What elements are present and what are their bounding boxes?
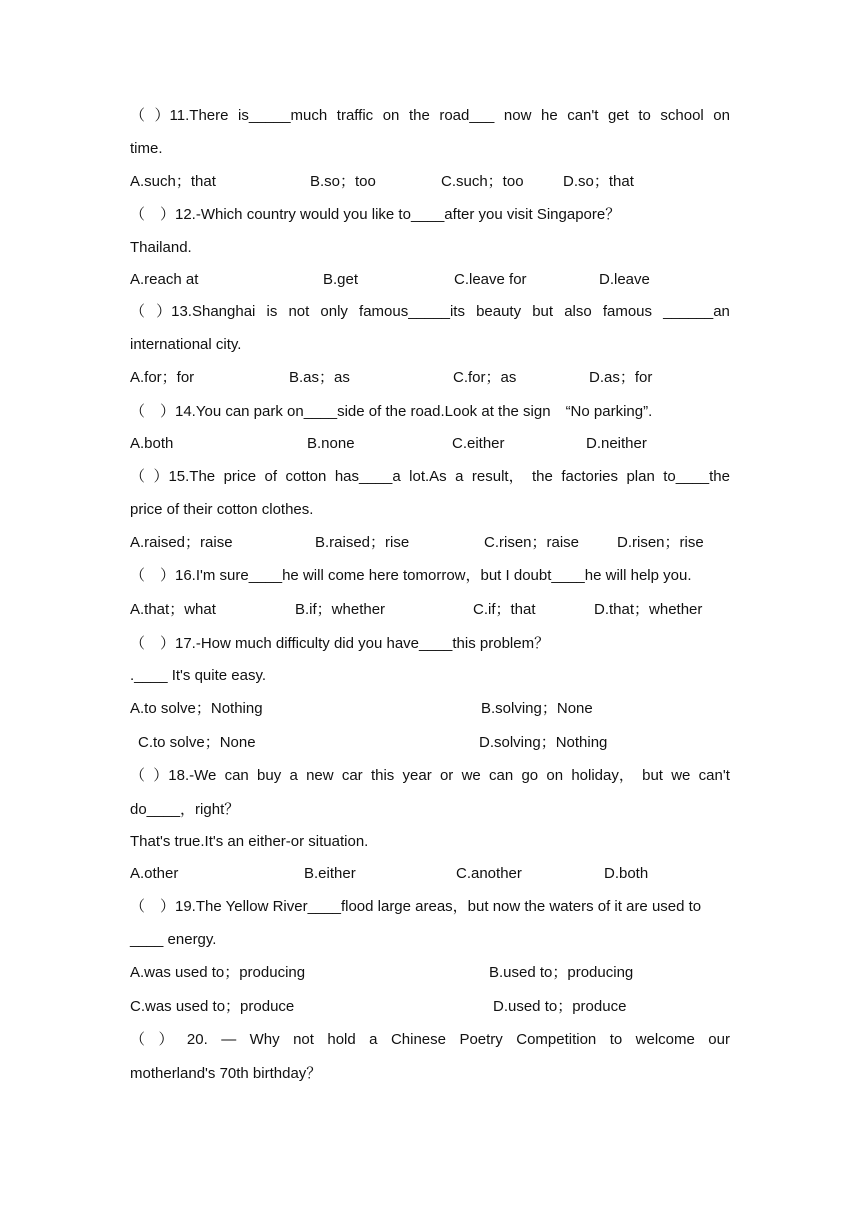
stem-word: road___ [439, 107, 495, 124]
q11-option-a: A.such；that [130, 173, 216, 190]
q14-option-a: A.both [130, 435, 174, 452]
stem-word: （ [130, 303, 146, 320]
q16-option-c: C.if；that [473, 601, 536, 618]
q13-option-a: A.for；for [130, 369, 195, 386]
q15-option-a: A.raised；raise [130, 534, 233, 551]
stem-word: ）13.Shanghai [156, 303, 256, 320]
q16-option-b: B.if；whether [295, 601, 386, 618]
stem-word: not [288, 303, 310, 320]
q17-option-d: D.solving；Nothing [479, 734, 608, 751]
stem-word: he [540, 107, 558, 124]
q17-option-c: C.to solve；None [138, 734, 256, 751]
stem-word: but [532, 303, 554, 320]
stem-word: the [532, 468, 553, 485]
stem-word: hold [327, 1031, 356, 1048]
stem-word: famous_____its [359, 303, 465, 320]
q12-option-b: B.get [323, 271, 359, 288]
stem-word: we [461, 767, 481, 784]
q19-stem: （ ）19.The Yellow River____flood large areas，but now the waters of it are used to [130, 898, 702, 915]
stem-word: can't [698, 767, 730, 784]
stem-word: go [521, 767, 539, 784]
stem-word: or [439, 767, 454, 784]
stem-word: （ [130, 767, 146, 784]
q12-answer-line: Thailand. [130, 239, 192, 256]
stem-word: is_____much [238, 107, 328, 124]
q14-option-b: B.none [307, 435, 355, 452]
q19-stem-cont: ____ energy. [130, 931, 217, 948]
stem-word: to [609, 1031, 623, 1048]
stem-word: Chinese [390, 1031, 446, 1048]
q15-stem [130, 467, 730, 487]
q14-stem: （ ）14.You can park on____side of the road.Look at the sign “No parking”. [130, 403, 653, 420]
q13-stem [130, 302, 730, 322]
q12-option-d: D.leave [599, 271, 650, 288]
q19-option-a: A.was used to；producing [130, 964, 306, 981]
q16-option-d: D.that；whether [594, 601, 703, 618]
stem-word: famous [602, 303, 653, 320]
stem-word: this [370, 767, 395, 784]
stem-word: on [713, 107, 730, 124]
stem-word: can [489, 767, 514, 784]
q17-stem: （ ）17.-How much difficulty did you have____this problem？ [130, 635, 550, 652]
q18-answer-line: That's true.It's an either-or situation. [130, 833, 369, 850]
q15-stem-cont: price of their cotton clothes. [130, 501, 314, 518]
q11-stem [130, 106, 730, 126]
q20-stem [130, 1030, 730, 1050]
stem-word: result， [471, 468, 524, 485]
q11-option-d: D.so；that [563, 173, 634, 190]
q18-option-a: A.other [130, 865, 179, 882]
q18-stem [130, 766, 730, 786]
stem-word: — [221, 1031, 237, 1048]
q13-option-d: D.as；for [589, 369, 653, 386]
q16-stem: （ ）16.I'm sure____he will come here tomorrow，but I doubt____he will help you. [130, 567, 692, 584]
q13-option-c: C.for；as [453, 369, 517, 386]
stem-word: has____a [334, 468, 401, 485]
stem-word: ）18.-We [153, 767, 217, 784]
q18-stem-cont: do____，right？ [130, 801, 240, 818]
stem-word: traffic [336, 107, 374, 124]
stem-word: get [607, 107, 629, 124]
stem-word: lot.As [409, 468, 447, 485]
stem-word: a [455, 468, 464, 485]
q19-option-b: B.used to；producing [489, 964, 634, 981]
q13-stem-cont: international city. [130, 336, 242, 353]
stem-word: （ [130, 1031, 146, 1048]
stem-word: Poetry [459, 1031, 503, 1048]
q17-answer-line: .____ It's quite easy. [130, 667, 267, 684]
stem-word: ） [158, 1031, 174, 1048]
stem-word: of [264, 468, 278, 485]
q12-option-c: C.leave for [454, 271, 527, 288]
stem-word: price [223, 468, 257, 485]
stem-word: not [293, 1031, 314, 1048]
stem-word: plan [626, 468, 655, 485]
q14-option-c: C.either [452, 435, 505, 452]
q11-stem-cont: time. [130, 140, 163, 157]
stem-word: ）11.There [154, 107, 229, 124]
stem-word: on [382, 107, 400, 124]
q17-option-a: A.to solve；Nothing [130, 700, 263, 717]
stem-word: school [660, 107, 704, 124]
stem-word: our [708, 1031, 730, 1048]
stem-word: year [402, 767, 432, 784]
stem-word: new [306, 767, 334, 784]
stem-word: Competition [516, 1031, 597, 1048]
stem-word: holiday， [571, 767, 634, 784]
q11-option-b: B.so；too [310, 173, 376, 190]
q20-stem-cont: motherland's 70th birthday？ [130, 1065, 322, 1082]
stem-word: also [564, 303, 592, 320]
stem-word: we [671, 767, 691, 784]
stem-word: can't [567, 107, 599, 124]
stem-word: can [224, 767, 249, 784]
q11-option-c: C.such；too [441, 173, 524, 190]
q18-option-c: C.another [456, 865, 522, 882]
stem-word: only [320, 303, 348, 320]
stem-word: but [642, 767, 663, 784]
stem-word: （ [130, 107, 146, 124]
q15-option-b: B.raised；rise [315, 534, 410, 551]
q15-option-d: D.risen；rise [617, 534, 704, 551]
stem-word: welcome [635, 1031, 695, 1048]
q18-option-b: B.either [304, 865, 356, 882]
stem-word: car [341, 767, 363, 784]
q18-option-d: D.both [604, 865, 649, 882]
stem-word: a [369, 1031, 378, 1048]
stem-word: on [546, 767, 564, 784]
stem-word: Why [249, 1031, 280, 1048]
q15-option-c: C.risen；raise [484, 534, 580, 551]
stem-word: ______an [663, 303, 730, 320]
q19-option-c: C.was used to；produce [130, 998, 295, 1015]
stem-word: to____the [663, 468, 730, 485]
q12-option-a: A.reach at [130, 271, 199, 288]
q14-option-d: D.neither [586, 435, 647, 452]
stem-word: （ [130, 468, 146, 485]
q19-option-d: D.used to；produce [493, 998, 627, 1015]
stem-word: the [408, 107, 430, 124]
stem-word: is [266, 303, 278, 320]
stem-word: ）15.The [153, 468, 216, 485]
q13-option-b: B.as；as [289, 369, 350, 386]
stem-word: to [638, 107, 651, 124]
stem-word: factories [561, 468, 619, 485]
stem-word: now [503, 107, 532, 124]
q16-option-a: A.that；what [130, 601, 216, 618]
stem-word: buy [257, 767, 282, 784]
q12-stem: （ ）12.-Which country would you like to____after you visit Singapore？ [130, 206, 621, 223]
stem-word: beauty [476, 303, 522, 320]
stem-word: a [289, 767, 298, 784]
stem-word: 20. [186, 1031, 208, 1048]
stem-word: cotton [285, 468, 327, 485]
q17-option-b: B.solving；None [481, 700, 593, 717]
